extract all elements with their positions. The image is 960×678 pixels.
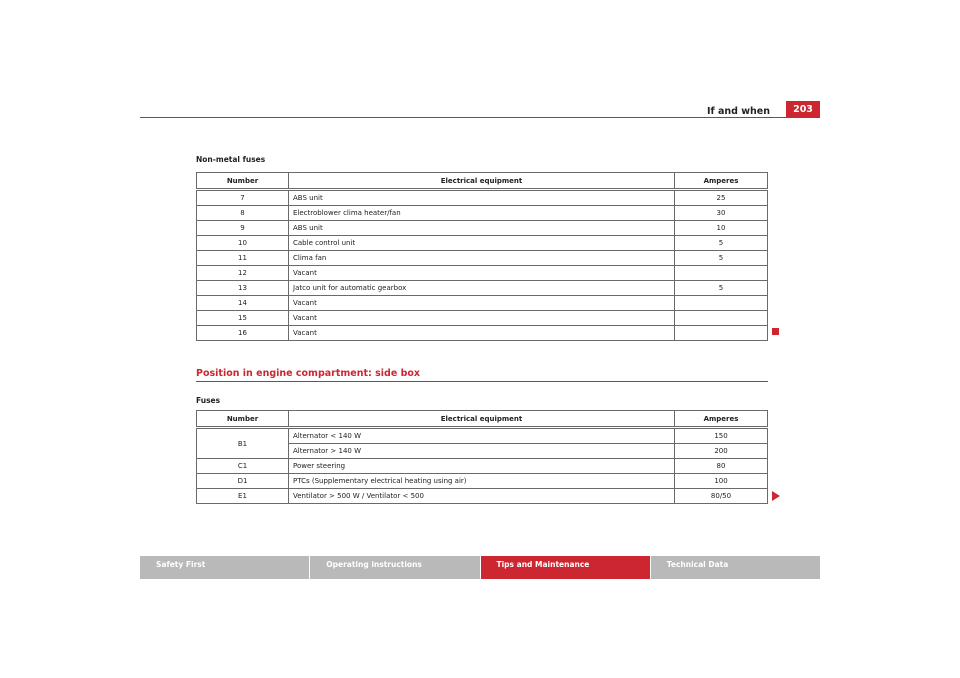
fuse-equipment: ABS unit bbox=[289, 221, 675, 236]
fuse-amperes: 5 bbox=[675, 251, 768, 266]
fuse-amperes bbox=[675, 311, 768, 326]
table-row bbox=[197, 206, 768, 221]
column-header-number: Number bbox=[197, 173, 289, 190]
table-row bbox=[197, 459, 768, 474]
fuse-equipment: Cable control unit bbox=[289, 236, 675, 251]
fuse-number: E1 bbox=[197, 489, 289, 504]
fuse-number: 15 bbox=[197, 311, 289, 326]
fuse-number: 13 bbox=[197, 281, 289, 296]
table-row bbox=[197, 326, 768, 341]
fuse-equipment: Ventilator > 500 W / Ventilator < 500 bbox=[289, 489, 675, 504]
fuse-equipment: Jatco unit for automatic gearbox bbox=[289, 281, 675, 296]
fuse-amperes: 100 bbox=[675, 474, 768, 489]
side-box-heading-rule bbox=[196, 381, 768, 382]
table-row bbox=[197, 296, 768, 311]
side-box-fuse-table bbox=[196, 410, 768, 504]
fuse-equipment: Vacant bbox=[289, 296, 675, 311]
fuse-number: D1 bbox=[197, 474, 289, 489]
fuse-amperes bbox=[675, 296, 768, 311]
fuse-number: B1 bbox=[197, 428, 289, 459]
table-row bbox=[197, 190, 768, 206]
chapter-title: If and when bbox=[706, 106, 770, 117]
fuse-amperes: 5 bbox=[675, 236, 768, 251]
fuse-number: 11 bbox=[197, 251, 289, 266]
footer-tab-safety-first[interactable]: Safety First bbox=[140, 556, 309, 579]
section-end-marker bbox=[772, 328, 779, 335]
fuse-number: C1 bbox=[197, 459, 289, 474]
table-row bbox=[197, 251, 768, 266]
fuse-amperes: 30 bbox=[675, 206, 768, 221]
fuse-amperes: 80 bbox=[675, 459, 768, 474]
table-row bbox=[197, 236, 768, 251]
fuse-amperes: 80/50 bbox=[675, 489, 768, 504]
fuse-equipment: ABS unit bbox=[289, 190, 675, 206]
fuse-equipment: Vacant bbox=[289, 311, 675, 326]
side-box-heading: Position in engine compartment: side box bbox=[196, 368, 421, 379]
fuse-amperes: 150 bbox=[675, 428, 768, 444]
column-header-amperes: Amperes bbox=[675, 411, 768, 428]
footer-tab-tips-and-maintenance[interactable]: Tips and Maintenance bbox=[481, 556, 650, 579]
fuse-equipment: Electroblower clima heater/fan bbox=[289, 206, 675, 221]
fuse-amperes bbox=[675, 266, 768, 281]
fuse-equipment: Clima fan bbox=[289, 251, 675, 266]
fuse-number: 14 bbox=[197, 296, 289, 311]
non-metal-fuses-label: Non-metal fuses bbox=[196, 155, 266, 164]
fuse-number: 9 bbox=[197, 221, 289, 236]
table-header-row bbox=[197, 411, 768, 428]
side-box-fuses-label: Fuses bbox=[196, 396, 221, 405]
fuse-equipment: Vacant bbox=[289, 266, 675, 281]
fuse-equipment: Alternator < 140 W bbox=[289, 428, 675, 444]
fuse-number: 16 bbox=[197, 326, 289, 341]
footer-tab-operating-instructions[interactable]: Operating instructions bbox=[310, 556, 479, 579]
table-row bbox=[197, 311, 768, 326]
column-header-number: Number bbox=[197, 411, 289, 428]
fuse-amperes: 25 bbox=[675, 190, 768, 206]
non-metal-fuse-table bbox=[196, 172, 768, 341]
fuse-amperes: 200 bbox=[675, 444, 768, 459]
table-header-row bbox=[197, 173, 768, 190]
fuse-equipment: Vacant bbox=[289, 326, 675, 341]
fuse-equipment: PTCs (Supplementary electrical heating using air) bbox=[289, 474, 675, 489]
fuse-amperes: 10 bbox=[675, 221, 768, 236]
fuse-number: 12 bbox=[197, 266, 289, 281]
page-number: 203 bbox=[786, 101, 820, 118]
column-header-equipment: Electrical equipment bbox=[289, 411, 675, 428]
table-row bbox=[197, 428, 768, 444]
footer-tab-technical-data[interactable]: Technical Data bbox=[651, 556, 820, 579]
header-rule bbox=[140, 117, 820, 118]
continue-arrow-icon bbox=[772, 491, 780, 501]
table-row bbox=[197, 489, 768, 504]
fuse-amperes bbox=[675, 326, 768, 341]
table-row bbox=[197, 266, 768, 281]
fuse-equipment: Power steering bbox=[289, 459, 675, 474]
fuse-equipment: Alternator > 140 W bbox=[289, 444, 675, 459]
fuse-number: 10 bbox=[197, 236, 289, 251]
fuse-amperes: 5 bbox=[675, 281, 768, 296]
table-row bbox=[197, 474, 768, 489]
table-row bbox=[197, 221, 768, 236]
column-header-equipment: Electrical equipment bbox=[289, 173, 675, 190]
fuse-number: 8 bbox=[197, 206, 289, 221]
footer-tab-bar bbox=[140, 556, 820, 579]
table-row bbox=[197, 281, 768, 296]
fuse-number: 7 bbox=[197, 190, 289, 206]
column-header-amperes: Amperes bbox=[675, 173, 768, 190]
